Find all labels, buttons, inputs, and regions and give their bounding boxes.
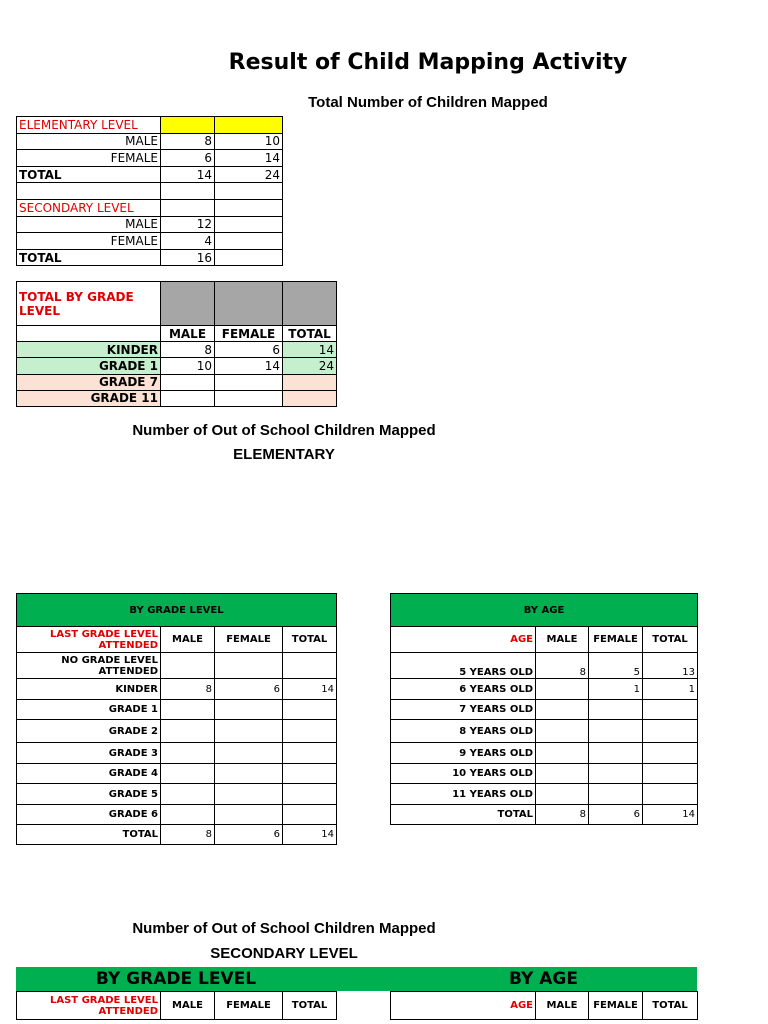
cell [161, 390, 215, 406]
table-row [17, 784, 337, 805]
cell: 12 [161, 216, 215, 233]
column-header: FEMALE [215, 326, 283, 342]
cell: 14 [161, 166, 215, 183]
table-row [17, 326, 337, 342]
row-label: GRADE 1 [17, 358, 161, 374]
cell [215, 390, 283, 406]
cell: 6 [589, 805, 643, 825]
row-label: GRADE 11 [17, 390, 161, 406]
row-label: TOTAL [391, 805, 536, 825]
table-row [391, 764, 698, 784]
cell: 5 [589, 653, 643, 679]
sec-by-grade-table [16, 991, 337, 1020]
elem-by-grade-table [16, 593, 337, 845]
cell [161, 720, 215, 743]
column-header: FEMALE [589, 992, 643, 1020]
row-label: TOTAL [17, 825, 161, 845]
cell [215, 720, 283, 743]
cell: 1 [643, 679, 698, 700]
total-label: TOTAL [17, 249, 161, 266]
column-header: TOTAL [283, 326, 337, 342]
column-header: MALE [161, 992, 215, 1020]
cell [589, 784, 643, 805]
grade-level-heading: TOTAL BY GRADE LEVEL [17, 282, 161, 326]
cell [283, 805, 337, 825]
subtitle-total-children: Total Number of Children Mapped [308, 94, 548, 111]
elementary-level-label: ELEMENTARY LEVEL [17, 117, 161, 134]
column-header: TOTAL [283, 627, 337, 653]
table-row [17, 743, 337, 764]
summary-table [16, 116, 283, 266]
by-age-header: BY AGE [391, 594, 698, 627]
column-header: TOTAL [643, 627, 698, 653]
cell [161, 653, 215, 679]
column-header: TOTAL [643, 992, 698, 1020]
row-label: 6 YEARS OLD [391, 679, 536, 700]
cell [589, 743, 643, 764]
cell: 14 [215, 358, 283, 374]
oosc-elementary-level: ELEMENTARY [233, 446, 335, 463]
cell: 14 [283, 342, 337, 358]
cell [536, 784, 589, 805]
cell: 6 [215, 825, 283, 845]
table-row [17, 992, 337, 1020]
cell [161, 805, 215, 825]
table-row [391, 992, 698, 1020]
row-label: 7 YEARS OLD [391, 700, 536, 720]
cell [283, 653, 337, 679]
table-row [391, 594, 698, 627]
cell [589, 720, 643, 743]
cell: 14 [283, 679, 337, 700]
female-label: FEMALE [17, 150, 161, 167]
sec-by-grade-header: BY GRADE LEVEL [95, 969, 257, 989]
secondary-level-label: SECONDARY LEVEL [17, 199, 161, 216]
table-row [17, 825, 337, 845]
table-row [17, 133, 283, 150]
cell [536, 700, 589, 720]
total-label: TOTAL [17, 166, 161, 183]
cell [215, 216, 283, 233]
table-row [391, 805, 698, 825]
female-label: FEMALE [17, 233, 161, 250]
row-label: GRADE 1 [17, 700, 161, 720]
row-label: 10 YEARS OLD [391, 764, 536, 784]
row-label: 5 YEARS OLD [391, 653, 536, 679]
row-label: GRADE 7 [17, 374, 161, 390]
table-row [17, 720, 337, 743]
cell [643, 720, 698, 743]
row-label: KINDER [17, 342, 161, 358]
table-row [17, 764, 337, 784]
column-header: FEMALE [215, 992, 283, 1020]
cell: 14 [283, 825, 337, 845]
cell: 16 [161, 249, 215, 266]
cell [536, 679, 589, 700]
cell: 4 [161, 233, 215, 250]
by-grade-header: BY GRADE LEVEL [17, 594, 337, 627]
table-row [17, 700, 337, 720]
cell [215, 374, 283, 390]
table-row [17, 342, 337, 358]
oosc-secondary-title: Number of Out of School Children Mapped [132, 920, 436, 937]
table-row [17, 166, 283, 183]
cell: 14 [643, 805, 698, 825]
cell [161, 743, 215, 764]
table-row [391, 743, 698, 764]
cell [283, 764, 337, 784]
column-header: MALE [161, 326, 215, 342]
last-grade-label: LAST GRADE LEVEL ATTENDED [17, 627, 161, 653]
cell: 8 [536, 653, 589, 679]
cell [536, 743, 589, 764]
table-row [17, 150, 283, 167]
cell: 10 [161, 358, 215, 374]
cell [643, 784, 698, 805]
column-header: FEMALE [589, 627, 643, 653]
last-grade-label: LAST GRADE LEVEL ATTENDED [17, 992, 161, 1020]
secondary-header-bar [16, 967, 697, 991]
cell [283, 390, 337, 406]
table-row [391, 679, 698, 700]
cell [215, 764, 283, 784]
cell: 6 [215, 679, 283, 700]
table-row [17, 249, 283, 266]
table-row [391, 700, 698, 720]
cell: 24 [283, 358, 337, 374]
age-label: AGE [391, 992, 536, 1020]
cell [161, 784, 215, 805]
cell [536, 720, 589, 743]
cell [161, 764, 215, 784]
age-label: AGE [391, 627, 536, 653]
cell [283, 743, 337, 764]
table-row [391, 627, 698, 653]
row-label: GRADE 5 [17, 784, 161, 805]
column-header: MALE [161, 627, 215, 653]
sec-by-age-header: BY AGE [509, 969, 578, 989]
row-label: 9 YEARS OLD [391, 743, 536, 764]
elem-by-age-table [390, 593, 698, 825]
row-label: 11 YEARS OLD [391, 784, 536, 805]
cell: 24 [215, 166, 283, 183]
column-header: TOTAL [283, 992, 337, 1020]
cell [283, 720, 337, 743]
row-label: KINDER [17, 679, 161, 700]
cell: 6 [215, 342, 283, 358]
row-label: GRADE 2 [17, 720, 161, 743]
cell [215, 700, 283, 720]
oosc-secondary-level: SECONDARY LEVEL [210, 945, 358, 962]
cell [283, 374, 337, 390]
cell [215, 233, 283, 250]
cell: 8 [161, 133, 215, 150]
column-header: MALE [536, 627, 589, 653]
cell [215, 249, 283, 266]
table-row [17, 117, 283, 134]
cell: 8 [161, 825, 215, 845]
cell: 8 [161, 679, 215, 700]
row-label: GRADE 4 [17, 764, 161, 784]
table-row [17, 805, 337, 825]
cell [589, 764, 643, 784]
column-header: MALE [536, 992, 589, 1020]
cell: 8 [161, 342, 215, 358]
table-row [17, 358, 337, 374]
male-label: MALE [17, 216, 161, 233]
page-title: Result of Child Mapping Activity [228, 50, 628, 75]
cell: 1 [589, 679, 643, 700]
cell [161, 374, 215, 390]
cell: 6 [161, 150, 215, 167]
row-label: GRADE 3 [17, 743, 161, 764]
table-row [17, 374, 337, 390]
cell [643, 700, 698, 720]
column-header: FEMALE [215, 627, 283, 653]
table-row [17, 216, 283, 233]
cell [215, 743, 283, 764]
row-label: NO GRADE LEVEL ATTENDED [17, 653, 161, 679]
male-label: MALE [17, 133, 161, 150]
cell [215, 784, 283, 805]
table-row [391, 653, 698, 679]
table-row [17, 199, 283, 216]
cell [161, 700, 215, 720]
table-row [17, 627, 337, 653]
cell: 13 [643, 653, 698, 679]
table-row [391, 720, 698, 743]
table-row [17, 233, 283, 250]
row-label: GRADE 6 [17, 805, 161, 825]
cell [643, 764, 698, 784]
cell [215, 653, 283, 679]
cell [643, 743, 698, 764]
table-row [17, 594, 337, 627]
cell [215, 805, 283, 825]
table-row [391, 784, 698, 805]
row-label: 8 YEARS OLD [391, 720, 536, 743]
cell: 14 [215, 150, 283, 167]
table-row [17, 679, 337, 700]
cell [589, 700, 643, 720]
cell: 8 [536, 805, 589, 825]
table-row [17, 390, 337, 406]
oosc-elementary-title: Number of Out of School Children Mapped [132, 422, 436, 439]
table-row [17, 653, 337, 679]
table-row [17, 183, 283, 200]
grade-level-table [16, 281, 337, 407]
table-row [17, 282, 337, 326]
sec-by-age-table [390, 991, 698, 1020]
cell [283, 700, 337, 720]
cell [283, 784, 337, 805]
cell [536, 764, 589, 784]
cell: 10 [215, 133, 283, 150]
